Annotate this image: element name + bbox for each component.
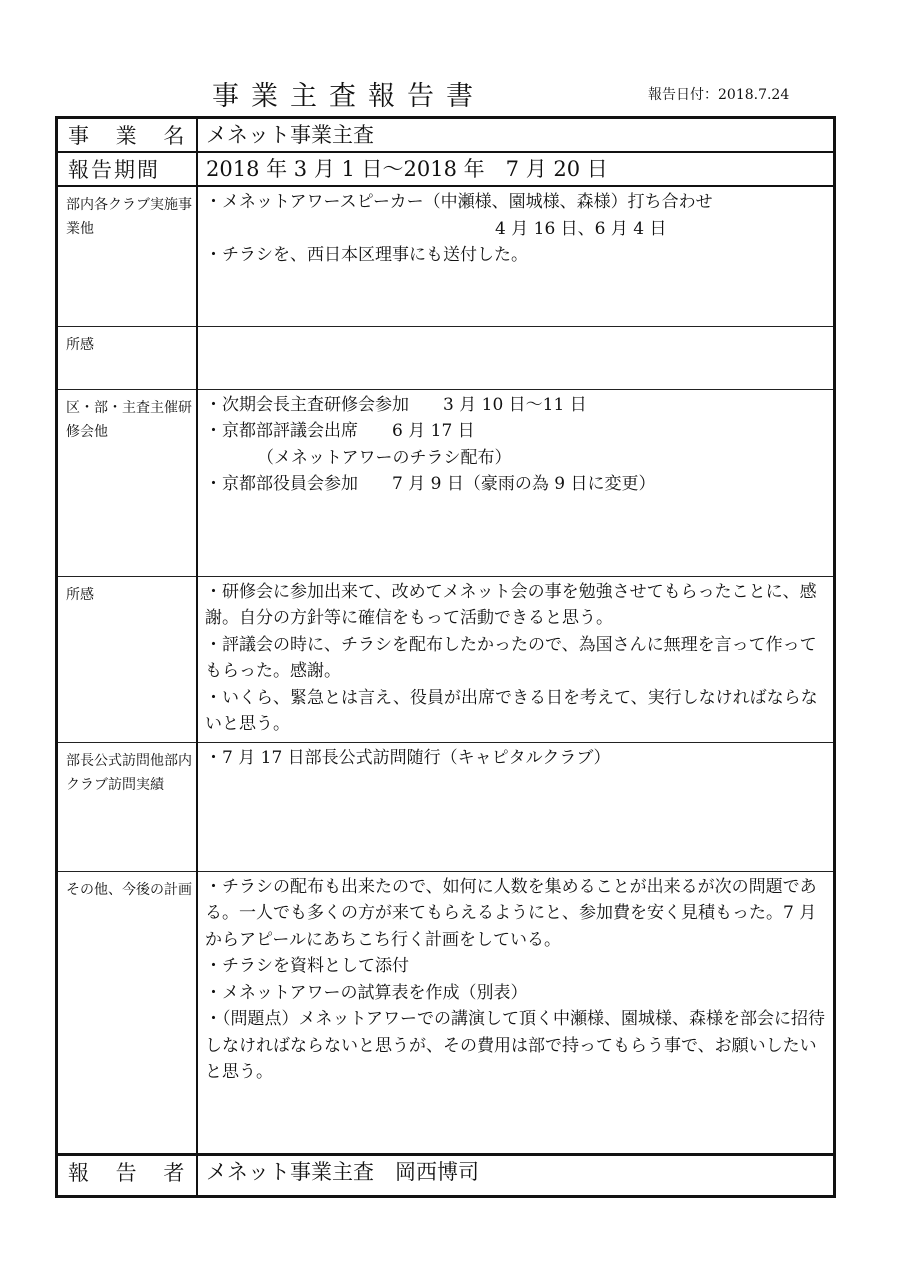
impression-row-1: [57, 326, 835, 389]
impression-label-1: 所感: [57, 326, 198, 389]
project-name-row: [57, 118, 835, 153]
list-item: ・京都部評議会出席 6 月 17 日: [205, 421, 475, 441]
impression-content-1: [197, 326, 835, 389]
list-item: ・評議会の時に、チラシを配布したかったので、為国さんに無理を言って作ってもらった。感謝。: [205, 634, 817, 681]
official-visits-row: [57, 742, 835, 871]
report-period-value: 2018 年 3 月 1 日～2018 年 7 月 20 日: [197, 152, 835, 186]
list-item: ・7 月 17 日部長公式訪問随行（キャピタルクラブ）: [205, 747, 611, 768]
club-events-content: [197, 186, 835, 326]
page-title: 事業主査報告書: [212, 81, 485, 112]
impression-label-2: 所感: [57, 576, 198, 742]
list-item: ・次期会長主査研修会参加 3 月 10 日～11 日: [205, 394, 587, 415]
list-item: （メネットアワーのチラシ配布）: [257, 447, 512, 468]
reporter-row: [57, 1154, 835, 1196]
list-item: 4 月 16 日、6 月 4 日: [495, 218, 667, 239]
club-events-row: [57, 186, 835, 326]
project-name-value: メネット事業主査: [197, 118, 835, 153]
report-date: 報告日付：2018.7.24: [648, 87, 790, 103]
report-period-label: 報告期間: [57, 152, 198, 186]
list-item: ・チラシを、西日本区理事にも送付した。: [205, 245, 528, 265]
future-plans-label: その他、今後の計画: [57, 871, 198, 1154]
future-plans-content: [197, 871, 835, 1154]
reporter-value: メネット事業主査 岡西博司: [197, 1154, 835, 1196]
list-item: ・研修会に参加出来て、改めてメネット会の事を勉強させてもらったことに、感謝。自分の方針等に確信をもって活動できると思う。: [205, 581, 817, 628]
report-period-row: [57, 152, 835, 186]
club-events-label: 部内各クラブ実施事業他: [57, 186, 198, 326]
list-item: ・いくら、緊急とは言え、役員が出席できる日を考えて、実行しなければならないと思う。: [205, 687, 818, 734]
district-training-content: [197, 389, 835, 576]
project-name-label: 事 業 名: [57, 118, 198, 153]
future-plans-row: [57, 871, 835, 1154]
report-table: [55, 116, 836, 1198]
list-item: ・（問題点）メネットアワーでの講演して頂く中瀬様、園城様、森様を部会に招待しなければならないと思うが、その費用は部で持ってもらう事で、お願いしたいと思う。: [205, 1009, 825, 1082]
official-visits-content: [197, 742, 835, 871]
official-visits-label: 部長公式訪問他部内クラブ訪問実績: [57, 742, 198, 871]
list-item: ・メネットアワースピーカー（中瀬様、園城様、森様）打ち合わせ: [205, 192, 713, 212]
impression-content-2: [197, 576, 835, 742]
list-item: ・京都部役員会参加 7 月 9 日（豪雨の為 9 日に変更）: [205, 474, 656, 494]
list-item: ・チラシを資料として添付: [205, 956, 409, 976]
list-item: ・メネットアワーの試算表を作成（別表）: [205, 982, 528, 1003]
district-training-row: [57, 389, 835, 576]
list-item: ・チラシの配布も出来たので、如何に人数を集めることが出来るが次の問題である。一人でも多くの方が来てもらえるようにと、参加費を安く見積もった。7 月からアピールにあちこち行く計画をしている。: [205, 876, 817, 950]
reporter-label: 報 告 者: [57, 1154, 198, 1196]
impression-row-2: [57, 576, 835, 742]
district-training-label: 区・部・主査主催研修会他: [57, 389, 198, 576]
